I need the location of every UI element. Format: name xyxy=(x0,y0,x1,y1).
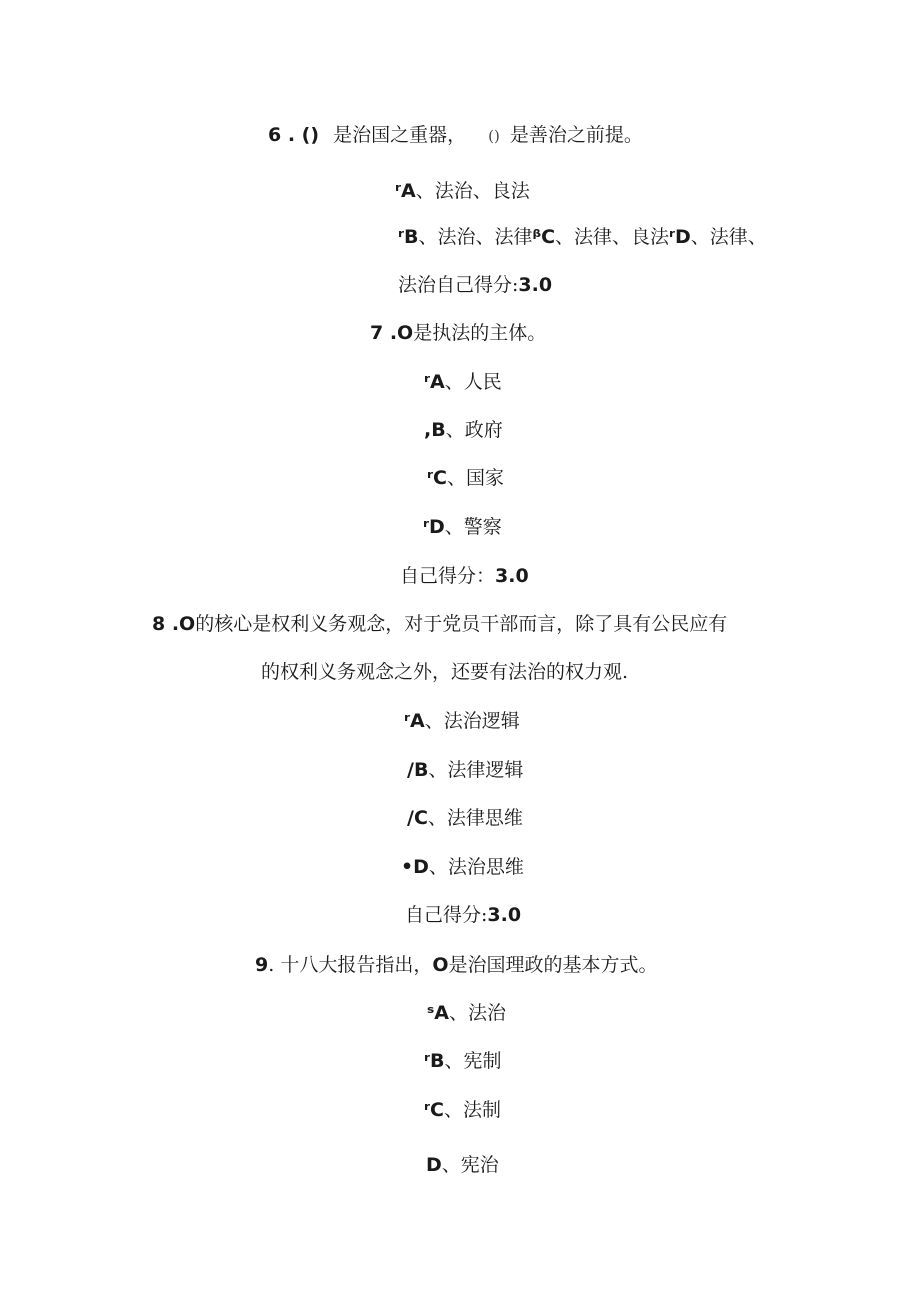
q8-option-b-marker: /B xyxy=(407,759,429,781)
q6-score-label: 自己得分: xyxy=(436,274,519,296)
q6-option-d-text: 、法律、 xyxy=(690,226,767,248)
q7-option-c[interactable] xyxy=(427,466,504,490)
q9-option-c-marker: ʳC xyxy=(424,1099,444,1121)
q6-option-c-marker: ᵝC xyxy=(532,226,556,248)
q7-option-a[interactable] xyxy=(424,370,502,394)
q8-stem-line2 xyxy=(261,660,628,684)
q6-stem-part1: 是治国之重器， xyxy=(333,124,467,146)
q8-option-b-text: 、法律逻辑 xyxy=(428,759,524,781)
q9-option-a-text: 、法治 xyxy=(448,1002,506,1024)
q8-option-c-marker: /C xyxy=(407,807,428,829)
q9-option-d[interactable] xyxy=(426,1153,499,1177)
q6-option-b-text: 、法治、法律 xyxy=(418,226,533,248)
q6-option-c[interactable] xyxy=(533,226,670,248)
q7-option-d-marker: ʳD xyxy=(423,516,445,538)
q7-number: 7 .O xyxy=(370,322,414,344)
q8-score-label: 自己得分: xyxy=(405,904,488,926)
q8-option-a[interactable] xyxy=(404,709,520,733)
q6-options-bcd xyxy=(398,225,767,249)
q8-option-b[interactable] xyxy=(407,758,523,782)
q7-option-c-text: 、国家 xyxy=(446,467,504,489)
q7-option-d-text: 、警察 xyxy=(444,516,502,538)
q6-number: 6 . () xyxy=(268,124,320,146)
q9-stem xyxy=(255,953,658,977)
q7-score-value: 3.0 xyxy=(495,565,529,587)
q7-score-label: 自己得分： xyxy=(400,565,496,587)
q9-option-d-marker: D xyxy=(426,1154,442,1176)
q9-option-b-text: 、宪制 xyxy=(444,1050,502,1072)
q8-option-d-text: 、法治思维 xyxy=(428,856,524,878)
q8-stem-line1-text: 的核心是权利义务观念，对于党员干部而言，除了具有公民应有 xyxy=(195,613,728,635)
q9-option-a-marker: ˢA xyxy=(427,1002,449,1024)
q7-option-d[interactable] xyxy=(423,515,502,539)
q8-stem-line1 xyxy=(152,612,727,636)
q9-option-b-marker: ʳB xyxy=(424,1050,445,1072)
q6-stem-part2: 是善治之前提。 xyxy=(509,124,643,146)
q8-option-d[interactable] xyxy=(401,855,524,879)
q6-option-c-text: 、法律、良法 xyxy=(555,226,670,248)
q7-option-a-marker: ʳA xyxy=(424,371,445,393)
q9-number: 9 xyxy=(255,954,269,976)
q7-option-a-text: 、人民 xyxy=(444,371,502,393)
q6-score-line xyxy=(398,273,552,297)
q8-option-a-marker: ʳA xyxy=(404,710,425,732)
q6-blank: () xyxy=(488,127,500,145)
q6-score-value: 3.0 xyxy=(518,274,553,296)
q6-option-d[interactable] xyxy=(669,226,767,248)
q7-score xyxy=(400,564,529,588)
q6-option-a-text: 、法治、良法 xyxy=(415,180,530,202)
q9-option-c[interactable] xyxy=(424,1098,501,1122)
q6-option-d-marker: ʳD xyxy=(669,226,691,248)
q6-option-b[interactable] xyxy=(398,226,533,248)
q8-option-c[interactable] xyxy=(407,806,523,830)
q9-option-a[interactable] xyxy=(427,1001,506,1025)
q8-score-value: 3.0 xyxy=(487,904,522,926)
q9-stem-part2: 是治国理政的基本方式。 xyxy=(448,954,658,976)
q7-stem xyxy=(370,321,546,345)
q8-option-d-marker: •D xyxy=(401,856,429,878)
q9-blank: O xyxy=(432,954,449,976)
q7-option-b-marker: ,B xyxy=(424,419,446,441)
q8-option-c-text: 、法律思维 xyxy=(427,807,523,829)
q8-option-a-text: 、法治逻辑 xyxy=(424,710,520,732)
q7-option-b-text: 、政府 xyxy=(445,419,503,441)
q8-score xyxy=(405,903,521,927)
q6-option-b-marker: ʳB xyxy=(398,226,419,248)
q8-stem-line2-text: 的权利义务观念之外，还要有法治的权力观. xyxy=(261,661,629,683)
q9-option-b[interactable] xyxy=(424,1049,502,1073)
q7-option-b[interactable] xyxy=(424,418,503,442)
q7-stem-text: 是执法的主体。 xyxy=(413,322,547,344)
q6-option-a[interactable] xyxy=(395,179,530,203)
q9-stem-part1: . 十八大报告指出， xyxy=(268,954,433,976)
q9-option-c-text: 、法制 xyxy=(443,1099,501,1121)
q6-option-a-marker: ʳA xyxy=(395,180,416,202)
q8-number: 8 .O xyxy=(152,613,196,635)
q9-option-d-text: 、宪治 xyxy=(441,1154,499,1176)
q7-option-c-marker: ʳC xyxy=(427,467,447,489)
q6-stem xyxy=(268,123,643,148)
q6-option-d-continued: 法治 xyxy=(398,274,437,296)
